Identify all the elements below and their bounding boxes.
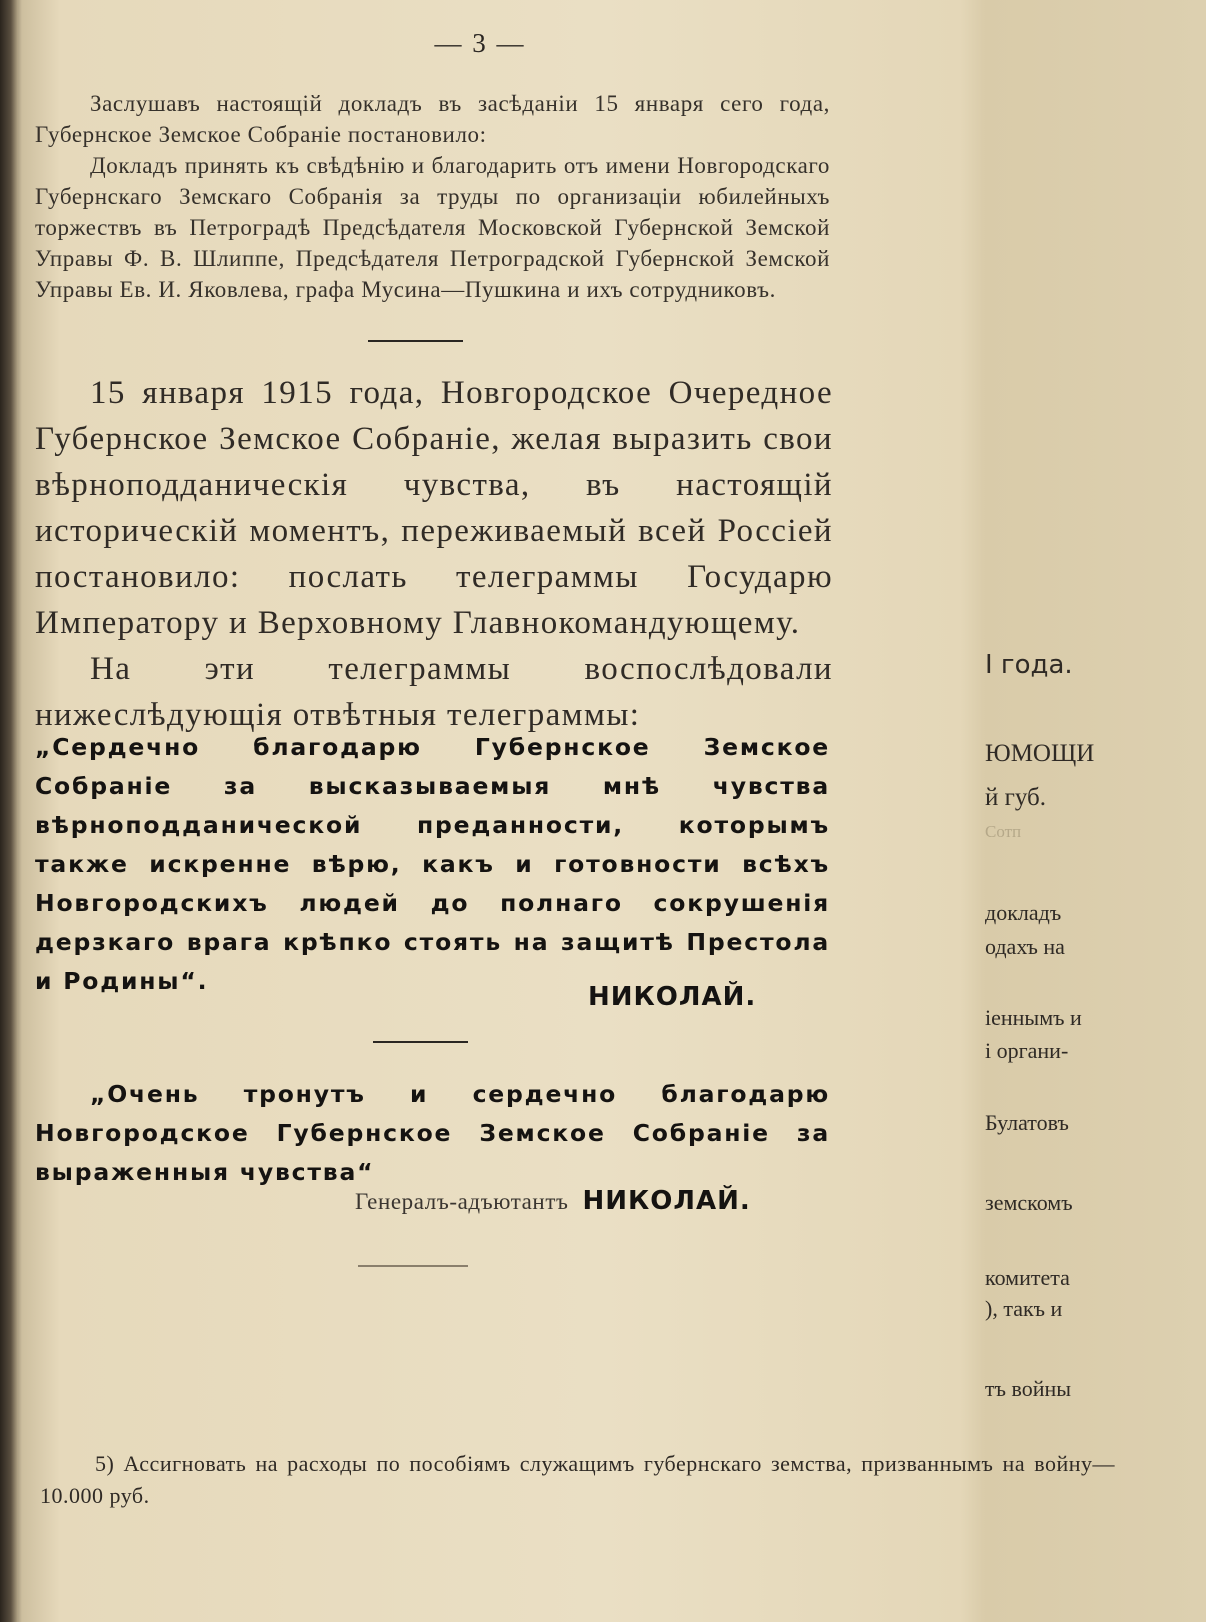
footer-text: 5) Ассигновать на расходы по пособіямъ служащимъ губернскаго земства, призваннымъ на войну—10.000 руб.: [40, 1451, 1115, 1508]
right-fragment-10: комитета: [985, 1265, 1070, 1290]
right-fragment-2: ЮМОЩИ: [985, 740, 1095, 767]
telegram-1: [35, 728, 830, 1001]
right-faint-1: Сотп: [985, 822, 1022, 841]
book-spine: [0, 0, 18, 1622]
telegram-1-text: „Сердечно благодарю Губернское Земское Собраніе за высказываемыя мнѣ чувства вѣрноподданической преданности, которымъ также искренне вѣрю, какъ и готовности всѣхъ Новгородскихъ людей до полнаго сокрушенія дерзкаго врага крѣпко стоять на защитѣ Престола и Родины“.: [35, 733, 830, 995]
telegram-2-signature: [355, 1186, 751, 1216]
main-text: [35, 370, 833, 738]
signature-rank: Генералъ-адъютантъ: [355, 1189, 569, 1214]
right-fragment-6: іеннымъ и: [985, 1005, 1082, 1030]
telegram-1-signature: НИКОЛАЙ.: [588, 982, 757, 1012]
right-fragment-12: тъ войны: [985, 1376, 1072, 1401]
page-number: — 3 —: [434, 28, 526, 58]
report-line-1: Заслушавъ настоящій докладъ въ засѣданіи 15 января сего года, Губернское Земское Собраніе постановило:: [35, 91, 830, 147]
signature-name: НИКОЛАЙ.: [582, 1186, 751, 1216]
separator-1: [368, 340, 463, 342]
telegram-2-text: „Очень тронутъ и сердечно благодарю Новгородское Губернское Земское Собраніе за выраженныя чувства“: [35, 1080, 830, 1186]
report-line-2: Докладъ принять къ свѣдѣнію и благодарить отъ имени Новгородскаго Губернскаго Земскаго Собранія за труды по организаціи юбилейныхъ торжествъ въ Петроградѣ Предсѣдателя Московской Губернской Земской Управы Ф. В. Шлиппе, Предсѣдателя Петроградской Губернской Земской Управы Ев. И. Яковлева, графа Мусина—Пушкина и ихъ сотрудниковъ.: [35, 153, 830, 302]
telegram-2: [35, 1075, 830, 1192]
right-fragment-11: ), такъ и: [985, 1296, 1063, 1321]
right-fragment-3: й губ.: [985, 784, 1047, 811]
right-fragment-8: Булатовъ: [985, 1110, 1069, 1135]
main-paragraph-2: На эти телеграммы воспослѣдовали нижеслѣдующія отвѣтныя телеграммы:: [35, 651, 833, 733]
separator-3: [358, 1265, 468, 1267]
right-fragment-1: I года.: [985, 650, 1073, 680]
footer-paragraph: [40, 1448, 1115, 1512]
right-fragment-4: докладъ: [985, 900, 1062, 925]
main-paragraph-1: 15 января 1915 года, Новгородское Очередное Губернское Земское Собраніе, желая выразить свои вѣрноподданическія чувства, въ настоящій историческій моментъ, переживаемый всей Россіей постановило: послать телеграммы Государю Императору и Верховному Главнокомандующему.: [35, 375, 833, 641]
right-fragment-7: і органи-: [985, 1038, 1069, 1063]
right-fragment-5: одахъ на: [985, 934, 1065, 959]
report-resolution: [35, 88, 830, 305]
right-fragment-9: земскомъ: [985, 1190, 1073, 1215]
separator-2: [373, 1041, 468, 1043]
